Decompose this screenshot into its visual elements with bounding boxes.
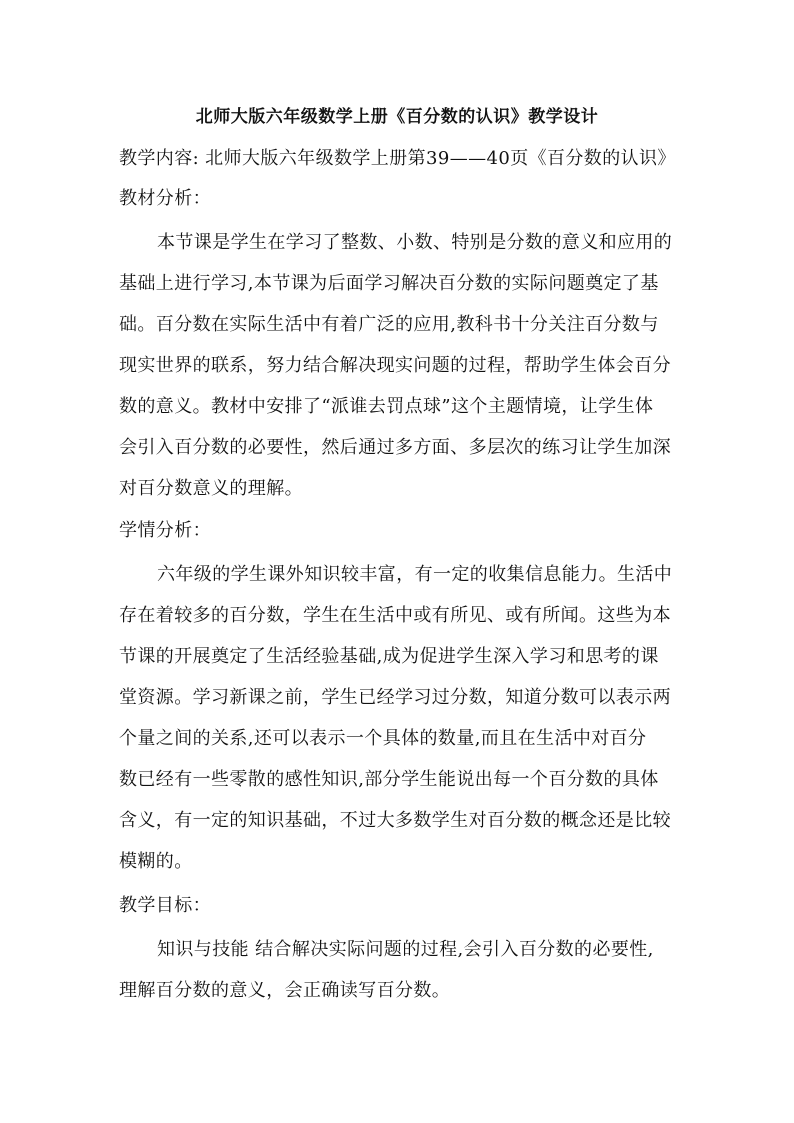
paragraph-line: 础。百分数在实际生活中有着广泛的应用,教科书十分关注百分数与 bbox=[119, 314, 659, 335]
teaching-content-line: 教学内容: 北师大版六年级数学上册第39——40页《百分数的认识》 bbox=[119, 148, 676, 169]
paragraph-line: 知识与技能 结合解决实际问题的过程,会引入百分数的必要性, bbox=[157, 939, 654, 960]
paragraph-line: 理解百分数的意义，会正确读写百分数。 bbox=[119, 980, 451, 1001]
paragraph-line: 模糊的。 bbox=[119, 851, 193, 872]
paragraph-line: 堂资源。学习新课之前，学生已经学习过分数，知道分数可以表示两 bbox=[119, 687, 671, 708]
paragraph-line: 六年级的学生课外知识较丰富，有一定的收集信息能力。生活中 bbox=[157, 564, 673, 585]
paragraph-line: 个量之间的关系,还可以表示一个具体的数量,而且在生活中对百分 bbox=[119, 728, 647, 749]
paragraph-line: 会引入百分数的必要性，然后通过多方面、多层次的练习让学生加深 bbox=[119, 437, 671, 458]
paragraph-line: 基础上进行学习,本节课为后面学习解决百分数的实际问题奠定了基 bbox=[119, 273, 659, 294]
paragraph-line: 存在着较多的百分数，学生在生活中或有所见、或有所闻。这些为本 bbox=[119, 605, 671, 626]
paragraph-line: 含义，有一定的知识基础，不过大多数学生对百分数的概念还是比较 bbox=[119, 810, 671, 831]
paragraph-line: 数已经有一些零散的感性知识,部分学生能说出每一个百分数的具体 bbox=[119, 769, 659, 790]
student-analysis-heading: 学情分析： bbox=[119, 520, 211, 541]
paragraph-line: 节课的开展奠定了生活经验基础,成为促进学生深入学习和思考的课 bbox=[119, 646, 659, 667]
paragraph-line: 对百分数意义的理解。 bbox=[119, 478, 303, 499]
teaching-goals-heading: 教学目标： bbox=[119, 895, 211, 916]
paragraph-line: 现实世界的联系，努力结合解决现实问题的过程，帮助学生体会百分 bbox=[119, 355, 671, 376]
textbook-analysis-heading: 教材分析： bbox=[119, 188, 211, 209]
paragraph-line: 本节课是学生在学习了整数、小数、特别是分数的意义和应用的 bbox=[157, 232, 673, 253]
document-title: 北师大版六年级数学上册《百分数的认识》教学设计 bbox=[195, 107, 599, 127]
paragraph-line: 数的意义。教材中安排了“派谁去罚点球”这个主题情境，让学生体 bbox=[119, 396, 654, 417]
